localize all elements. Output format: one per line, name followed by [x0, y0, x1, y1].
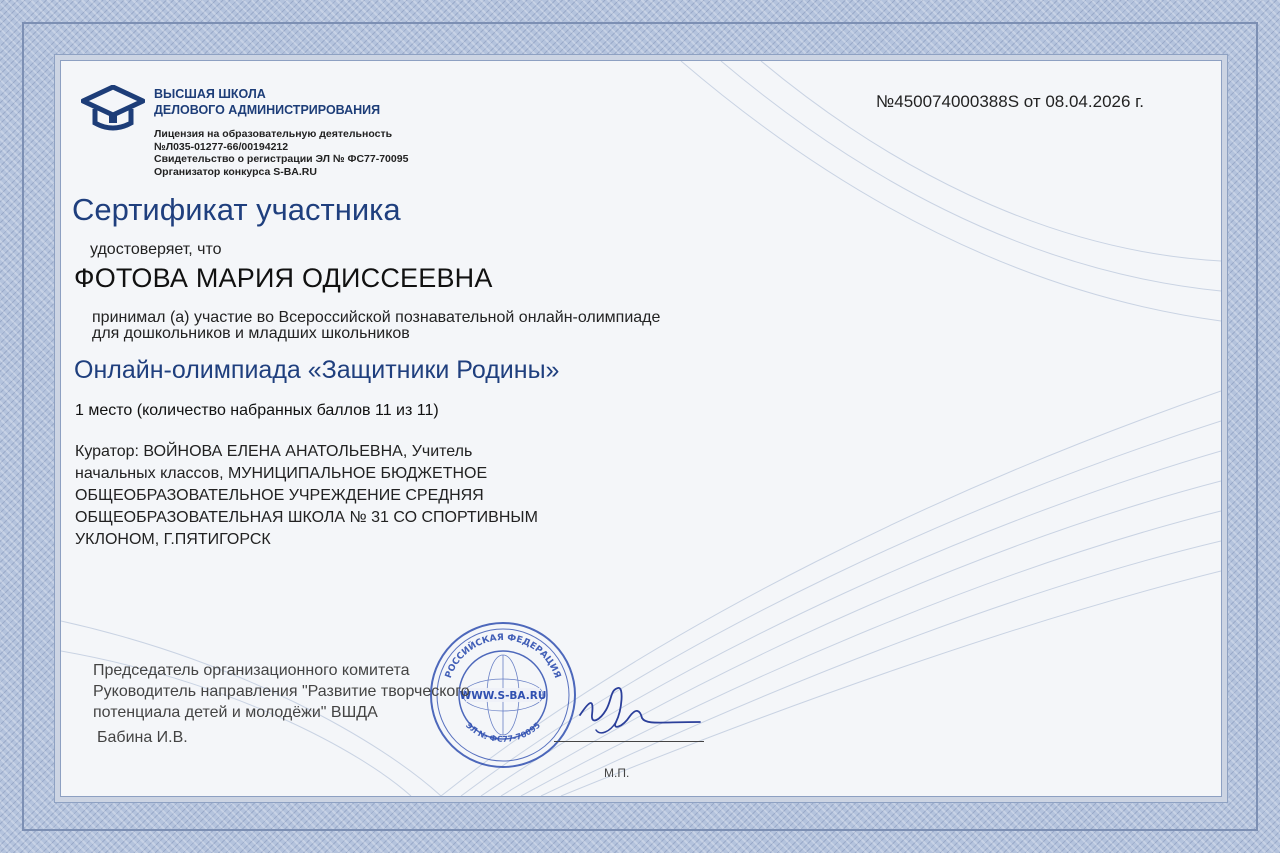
chairman-title [93, 660, 470, 723]
org-name-line2: ДЕЛОВОГО АДМИНИСТРИРОВАНИЯ [154, 103, 381, 117]
olympiad-name: Онлайн-олимпиада «Защитники Родины» [74, 356, 560, 384]
handwritten-signature [560, 670, 710, 740]
stamp-place-label: М.П. [604, 766, 630, 780]
chair-line2: Руководитель направления "Развитие творческого [93, 683, 470, 700]
graduation-cap-icon [81, 85, 145, 135]
curator-line2: начальных классов, МУНИЦИПАЛЬНОЕ БЮДЖЕТНОЕ [75, 465, 488, 482]
curator-block [75, 441, 635, 551]
participant-name: ФОТОВА МАРИЯ ОДИССЕЕВНА [74, 263, 493, 293]
seal-center-text: WWW.S-BA.RU [459, 690, 547, 702]
curator-line1: Куратор: ВОЙНОВА ЕЛЕНА АНАТОЛЬЕВНА, Учитель [75, 443, 473, 460]
signature-line [554, 741, 704, 742]
participation-text [92, 310, 912, 342]
participation-line2: для дошкольников и младших школьников [92, 325, 410, 342]
registration-line: Свидетельство о регистрации ЭЛ № ФС77-70095 [154, 153, 409, 165]
organizer-line: Организатор конкурса S-BA.RU [154, 165, 317, 178]
curator-line4: ОБЩЕОБРАЗОВАТЕЛЬНАЯ ШКОЛА № 31 СО СПОРТИВНЫМ [75, 509, 538, 526]
result-text: 1 место (количество набранных баллов 11 из 11) [75, 402, 439, 419]
chair-line3: потенциала детей и молодёжи" ВШДА [93, 704, 378, 721]
participation-line1: принимал (а) участие во Всероссийской познавательной онлайн-олимпиаде [92, 309, 661, 326]
org-name-line1: ВЫСШАЯ ШКОЛА [154, 87, 266, 101]
curator-line3: ОБЩЕОБРАЗОВАТЕЛЬНОЕ УЧРЕЖДЕНИЕ СРЕДНЯЯ [75, 487, 484, 504]
license-line2: №Л035-01277-66/00194212 [154, 140, 289, 153]
org-license-block [154, 128, 408, 178]
signer-name: Бабина И.В. [97, 729, 188, 746]
license-line1: Лицензия на образовательную деятельность [154, 128, 393, 140]
certificate-title: Сертификат участника [72, 192, 401, 227]
chair-line1: Председатель организационного комитета [93, 662, 410, 679]
certifies-text: удостоверяет, что [90, 241, 222, 258]
document-number: №450074000388S от 08.04.2026 г. [876, 92, 1144, 111]
org-name [154, 86, 380, 118]
curator-line5: УКЛОНОМ, Г.ПЯТИГОРСК [75, 531, 271, 548]
seal-bottom-text: ЭЛ № ФС77-70095 [463, 720, 543, 744]
seal-top-text: РОССИЙСКАЯ ФЕДЕРАЦИЯ [443, 632, 563, 680]
